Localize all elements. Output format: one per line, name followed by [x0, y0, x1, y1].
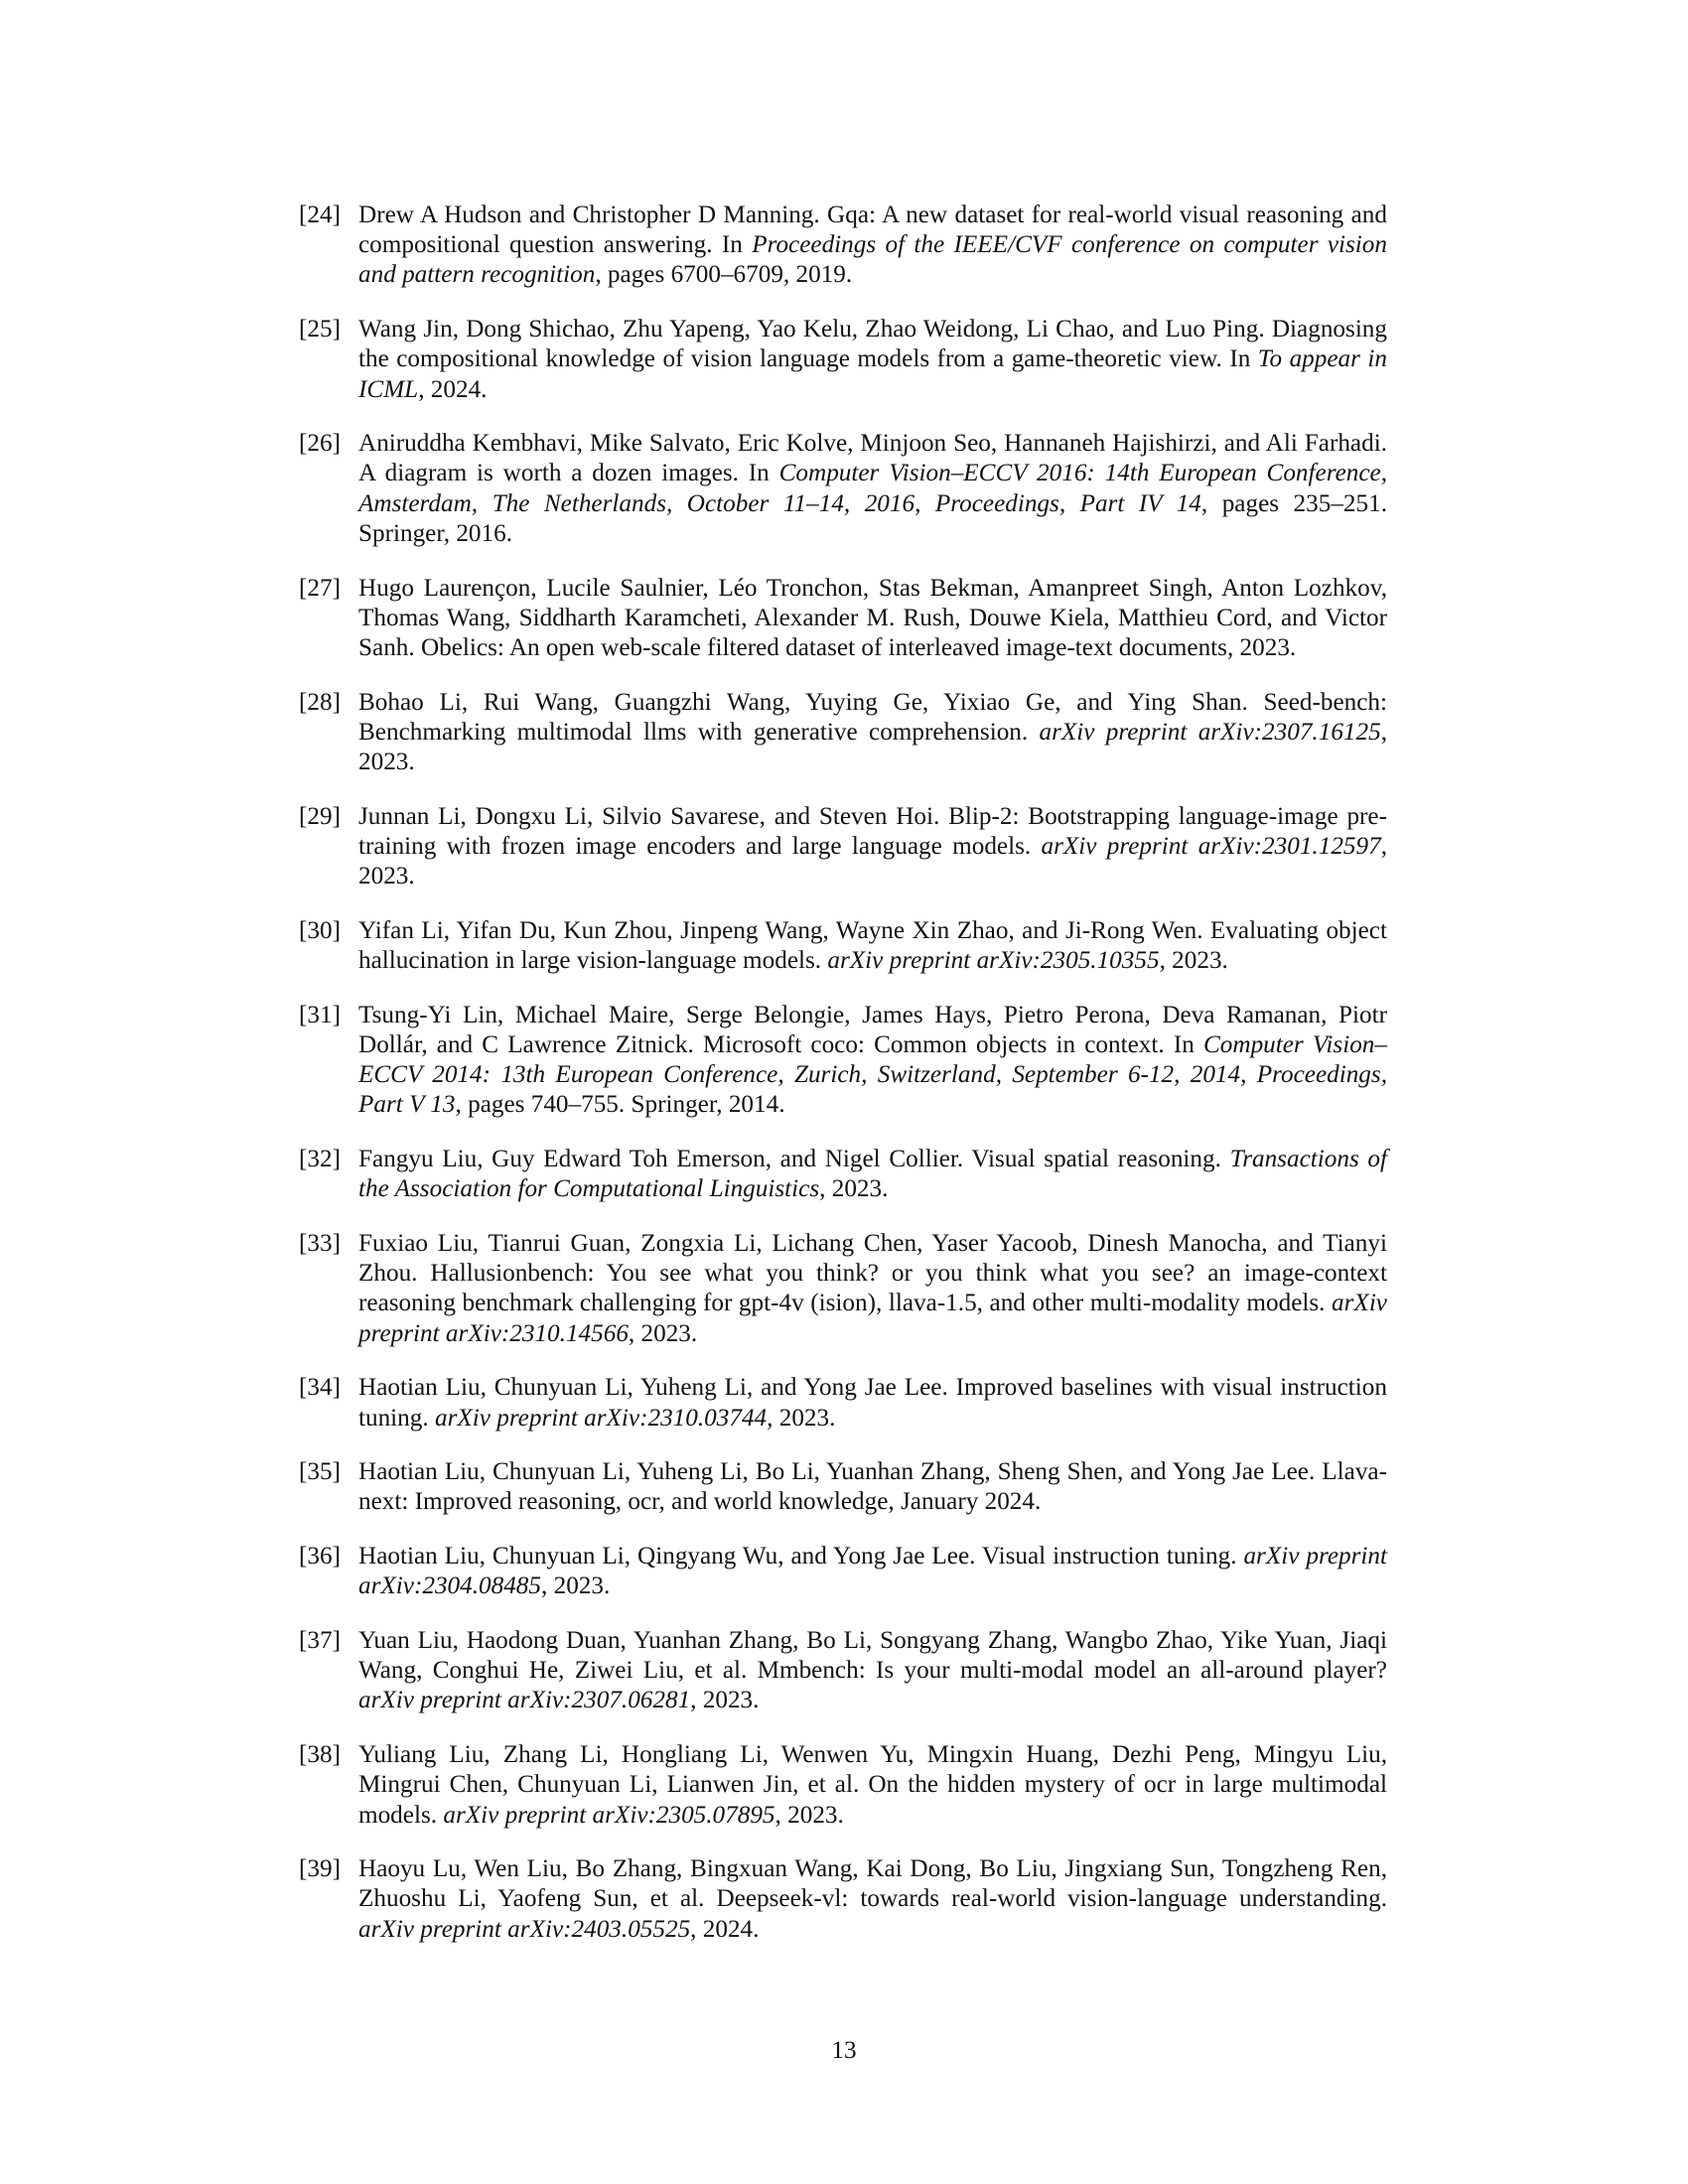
reference-venue: arXiv preprint arXiv:2307.16125	[1039, 718, 1381, 746]
reference-item	[299, 429, 1387, 549]
reference-number: [26]	[299, 430, 341, 458]
reference-number: [38]	[299, 1741, 341, 1769]
reference-venue: arXiv preprint arXiv:2305.07895	[443, 1801, 775, 1829]
reference-item	[299, 574, 1387, 664]
reference-body: Junnan Li, Dongxu Li, Silvio Savarese, and Steven Hoi. Blip-2: Bootstrapping language-image pre-training with frozen image encoders and large language models.	[358, 802, 1387, 860]
reference-venue: Proceedings of the IEEE/CVF conference on computer vision and pattern recognition	[358, 231, 1387, 289]
reference-item	[299, 1740, 1387, 1831]
reference-item	[299, 688, 1387, 778]
reference-tail: , pages 6700–6709, 2019.	[595, 261, 853, 289]
reference-body: Hugo Laurençon, Lucile Saulnier, Léo Tronchon, Stas Bekman, Amanpreet Singh, Anton Lozhkov, Thomas Wang, Siddharth Karamcheti, Alexander M. Rush, Douwe Kiela, Matthieu Cord, and Victor Sanh. Obelics: An open web-scale filtered dataset of interleaved image-text documents, 2023.	[358, 574, 1387, 661]
reference-number: [32]	[299, 1146, 341, 1173]
reference-item	[299, 1457, 1387, 1517]
reference-text	[358, 1542, 1387, 1601]
reference-venue: Transactions of the Association for Computational Linguistics	[358, 1146, 1387, 1203]
reference-tail: , 2023.	[358, 718, 1387, 776]
reference-venue: arXiv preprint arXiv:2301.12597	[1041, 832, 1381, 860]
reference-tail: , 2024.	[690, 1915, 760, 1943]
reference-body: Yifan Li, Yifan Du, Kun Zhou, Jinpeng Wang, Wayne Xin Zhao, and Ji-Rong Wen. Evaluating object hallucination in large vision-language models.	[358, 916, 1387, 975]
reference-item	[299, 916, 1387, 976]
reference-item	[299, 1001, 1387, 1121]
reference-number: [37]	[299, 1627, 341, 1655]
reference-body: Fuxiao Liu, Tianrui Guan, Zongxia Li, Lichang Chen, Yaser Yacoob, Dinesh Manocha, and Tianyi Zhou. Hallusionbench: You see what you think? or you think what you see? an image-context reasoning benchmark challenging for gpt-4v (ision), llava-1.5, and other multi-modality models.	[358, 1229, 1387, 1317]
reference-body: Aniruddha Kembhavi, Mike Salvato, Eric Kolve, Minjoon Seo, Hannaneh Hajishirzi, and Ali Farhadi. A diagram is worth a dozen images. In	[358, 430, 1387, 487]
reference-body: Tsung-Yi Lin, Michael Maire, Serge Belongie, James Hays, Pietro Perona, Deva Ramanan, Piotr Dollár, and C Lawrence Zitnick. Microsoft coco: Common objects in context. In	[358, 1001, 1387, 1058]
reference-item	[299, 1229, 1387, 1349]
reference-body: Haotian Liu, Chunyuan Li, Yuheng Li, and Yong Jae Lee. Improved baselines with visual instruction tuning.	[358, 1374, 1387, 1432]
reference-text	[358, 1740, 1387, 1831]
reference-body: Haoyu Lu, Wen Liu, Bo Zhang, Bingxuan Wang, Kai Dong, Bo Liu, Jingxiang Sun, Tongzheng Ren, Zhuoshu Li, Yaofeng Sun, et al. Deepseek-vl: towards real-world vision-language understanding.	[358, 1855, 1387, 1913]
reference-item	[299, 802, 1387, 892]
reference-item	[299, 201, 1387, 291]
reference-text	[358, 802, 1387, 892]
reference-tail: , 2023.	[541, 1572, 611, 1600]
reference-item	[299, 1854, 1387, 1945]
reference-body: Wang Jin, Dong Shichao, Zhu Yapeng, Yao Kelu, Zhao Weidong, Li Chao, and Luo Ping. Diagnosing the compositional knowledge of vision language models from a game-theoretic view. In	[358, 316, 1387, 373]
reference-text	[358, 574, 1387, 664]
reference-number: [34]	[299, 1374, 341, 1402]
reference-text	[358, 429, 1387, 549]
reference-body: Yuan Liu, Haodong Duan, Yuanhan Zhang, Bo Li, Songyang Zhang, Wangbo Zhao, Yike Yuan, Jiaqi Wang, Conghui He, Ziwei Liu, et al. Mmbench: Is your multi-modal model an all-around player?	[358, 1627, 1387, 1685]
reference-number: [36]	[299, 1543, 341, 1570]
page-number: 13	[831, 2037, 857, 2064]
reference-tail: , 2023.	[628, 1319, 698, 1347]
reference-number: [24]	[299, 202, 341, 228]
reference-body: Fangyu Liu, Guy Edward Toh Emerson, and Nigel Collier. Visual spatial reasoning.	[358, 1146, 1230, 1173]
reference-tail: , 2023.	[819, 1175, 889, 1203]
reference-number: [35]	[299, 1458, 341, 1486]
reference-number: [31]	[299, 1001, 341, 1028]
reference-text	[358, 1626, 1387, 1716]
reference-tail: , 2023.	[1159, 947, 1228, 975]
reference-text	[358, 1229, 1387, 1349]
reference-venue: Computer Vision–ECCV 2016: 14th European Conference, Amsterdam, The Netherlands, October 11–14, 2016, Proceedings, Part IV 14	[358, 460, 1388, 517]
reference-text	[358, 1373, 1387, 1433]
reference-text	[358, 1145, 1387, 1204]
reference-tail: , 2023.	[358, 832, 1387, 890]
reference-text	[358, 1854, 1387, 1945]
reference-venue: arXiv preprint arXiv:2305.10355	[827, 947, 1160, 975]
reference-body: Haotian Liu, Chunyuan Li, Yuheng Li, Bo Li, Yuanhan Zhang, Sheng Shen, and Yong Jae Lee. Llava-next: Improved reasoning, ocr, and world knowledge, January 2024.	[358, 1458, 1387, 1516]
reference-text	[358, 1001, 1387, 1121]
reference-venue: arXiv preprint arXiv:2304.08485	[358, 1543, 1387, 1600]
reference-item	[299, 1145, 1387, 1204]
reference-tail: , pages 740–755. Springer, 2014.	[455, 1091, 785, 1119]
reference-body: Yuliang Liu, Zhang Li, Hongliang Li, Wenwen Yu, Mingxin Huang, Dezhi Peng, Mingyu Liu, Mingrui Chen, Chunyuan Li, Lianwen Jin, et al. On the hidden mystery of ocr in large multimodal models.	[358, 1741, 1387, 1829]
reference-body: Haotian Liu, Chunyuan Li, Qingyang Wu, and Yong Jae Lee. Visual instruction tuning.	[358, 1543, 1244, 1570]
reference-tail: , 2023.	[767, 1404, 836, 1432]
reference-text	[358, 315, 1387, 405]
reference-number: [39]	[299, 1855, 341, 1883]
reference-body: Bohao Li, Rui Wang, Guangzhi Wang, Yuying Ge, Yixiao Ge, and Ying Shan. Seed-bench: Benchmarking multimodal llms with generative comprehension.	[358, 688, 1387, 746]
reference-number: [29]	[299, 802, 341, 830]
reference-text	[358, 201, 1387, 291]
reference-tail: , 2023.	[690, 1687, 760, 1714]
reference-venue: To appear in ICML	[358, 345, 1387, 403]
reference-number: [28]	[299, 688, 341, 716]
reference-number: [27]	[299, 574, 341, 602]
reference-item	[299, 1626, 1387, 1716]
reference-venue: arXiv preprint arXiv:2307.06281	[358, 1687, 691, 1714]
reference-venue: arXiv preprint arXiv:2310.14566	[358, 1290, 1387, 1347]
reference-venue: arXiv preprint arXiv:2403.05525	[358, 1915, 691, 1943]
reference-venue: arXiv preprint arXiv:2310.03744	[434, 1404, 768, 1432]
reference-body: Drew A Hudson and Christopher D Manning. Gqa: A new dataset for real-world visual reasoning and compositional question answering. In	[358, 202, 1387, 259]
reference-text	[358, 1457, 1387, 1517]
reference-number: [30]	[299, 916, 341, 944]
reference-item	[299, 315, 1387, 405]
reference-tail: , pages 235–251. Springer, 2016.	[358, 489, 1387, 547]
reference-tail: , 2024.	[418, 375, 488, 403]
reference-number: [25]	[299, 316, 341, 343]
reference-text	[358, 916, 1387, 976]
reference-number: [33]	[299, 1229, 341, 1257]
reference-text	[358, 688, 1387, 778]
reference-list	[299, 201, 1387, 1969]
reference-item	[299, 1542, 1387, 1601]
reference-tail: , 2023.	[774, 1801, 844, 1829]
reference-item	[299, 1373, 1387, 1433]
reference-venue: Computer Vision–ECCV 2014: 13th European Conference, Zurich, Switzerland, September 6-12, 2014, Proceedings, Part V 13	[358, 1030, 1387, 1119]
